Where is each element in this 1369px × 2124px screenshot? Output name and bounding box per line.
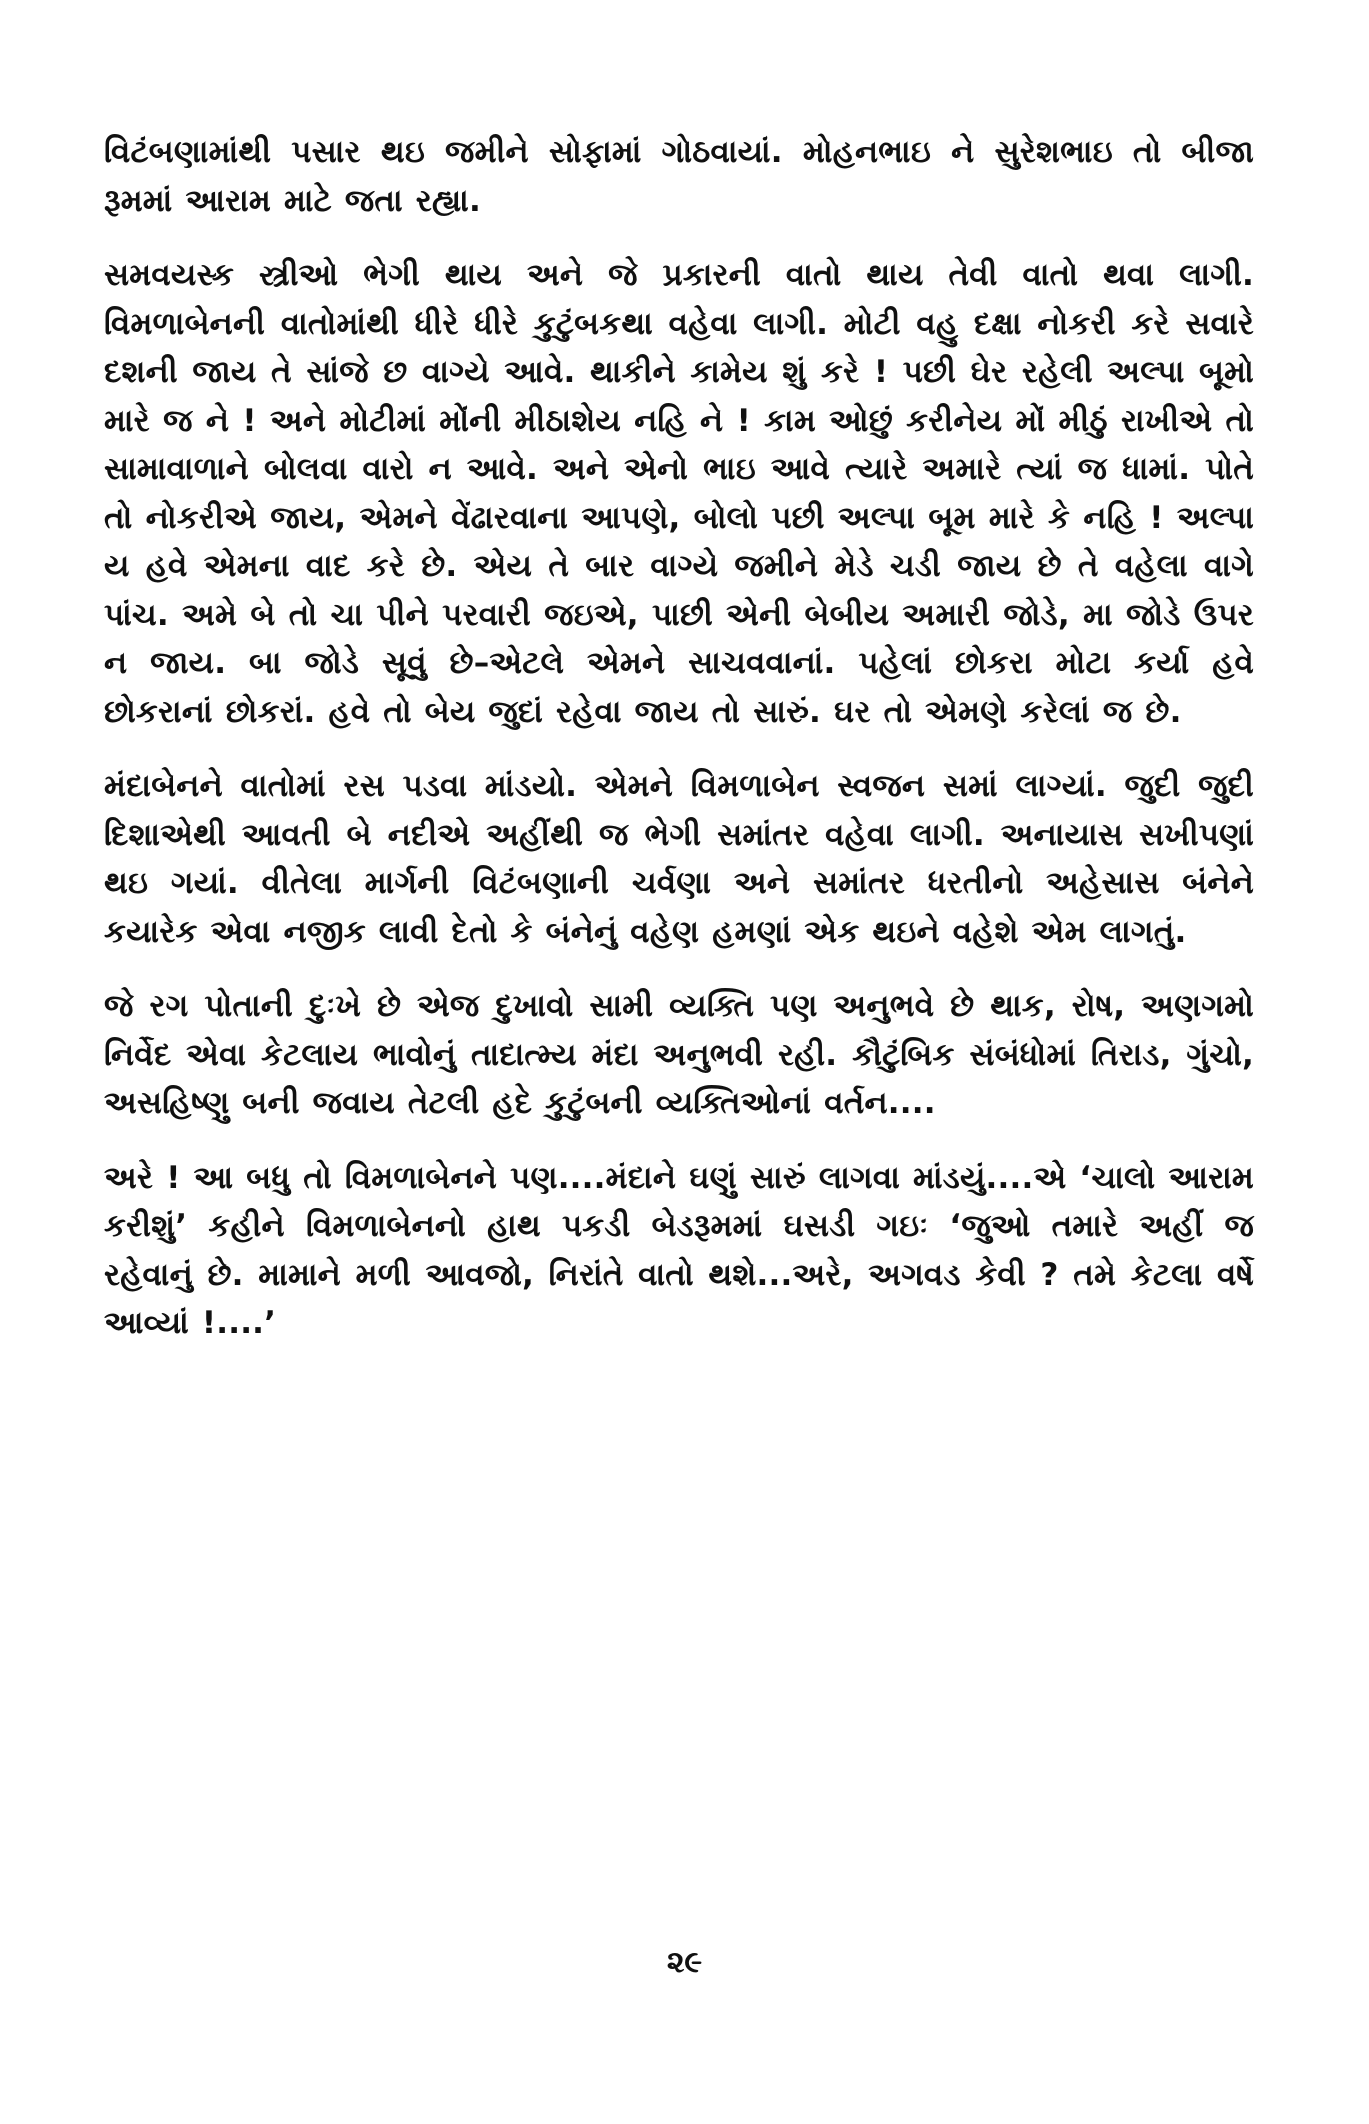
paragraph-3: મંદાબેનને વાતોમાં રસ પડવા માંડયો. એમને વિમળાબેન સ્વજન સમાં લાગ્યાં. જુદી જુદી દિશાએથી આવતી બે નદીએ અહીંથી જ ભેગી સમાંતર વહેવા લાગી. અનાયાસ સખીપણાં થઇ ગયાં. વીતેલા માર્ગની વિટંબણાની ચર્વણા અને સમાંતર ધરતીનો અહેસાસ બંનેને કયારેક એવા નજીક લાવી દેતો કે બંનેનું વહેણ હમણાં એક થઇને વહેશે એમ લાગતું. bbox=[104, 768, 1254, 950]
paragraph-2: સમવયસ્ક સ્ત્રીઓ ભેગી થાય અને જે પ્રકારની વાતો થાય તેવી વાતો થવા લાગી. વિમળાબેનની વાતોમાંથી ધીરે ધીરે કુટુંબકથા વહેવા લાગી. મોટી વહુ દક્ષા નોકરી કરે સવારે દશની જાય તે સાંજે છ વાગ્યે આવે. થાકીને કામેય શું કરે ! પછી ઘેર રહેલી અલ્પા બૂમો મારે જ ને ! અને મોટીમાં મોંની મીઠાશેય નહિ ને ! કામ ઓછું કરીનેય મોં મીઠું રાખીએ તો સામાવાળાને બોલવા વારો ન આવે. અને એનો ભાઇ આવે ત્યારે અમારે ત્યાં જ ધામાં. પોતે તો નોકરીએ જાય, એમને વેંઢારવાના આપણે, બોલો પછી અલ્પા બૂમ મારે કે નહિ ! અલ્પા ય હવે એમના વાદ કરે છે. એય તે બાર વાગ્યે જમીને મેડે ચડી જાય છે તે વહેલા વાગે પાંચ. અમે બે તો ચા પીને પરવારી જઇએ, પાછી એની બેબીય અમારી જોડે, મા જોડે ઉપર ન જાય. બા જોડે સૂવું છે–એટલે એમને સાચવવાનાં. પહેલાં છોકરા મોટા કર્યા હવે છોકરાનાં છોકરાં. હવે તો બેય જુદાં રહેવા જાય તો સારું. ઘર તો એમણે કરેલાં જ છે. bbox=[104, 257, 1254, 730]
body-text bbox=[104, 128, 1254, 1374]
paragraph-1: વિટંબણામાંથી પસાર થઇ જમીને સોફામાં ગોઠવાયાં. મોહનભાઇ ને સુરેશભાઇ તો બીજા રૂમમાં આરામ માટે જતા રહ્યા. bbox=[104, 134, 1254, 219]
page-number: ૨૯ bbox=[666, 1945, 703, 1980]
paragraph-5: અરે ! આ બધુ તો વિમળાબેનને પણ....મંદાને ઘણું સારું લાગવા માંડયું....એ ‘ચાલો આરામ કરીશું’ કહીને વિમળાબેનનો હાથ પકડી બેડરૂમમાં ઘસડી ગઇઃ ‘જુઓ તમારે અહીં જ રહેવાનું છે. મામાને મળી આવજો, નિરાંતે વાતો થશે...અરે, અગવડ કેવી ? તમે કેટલા વર્ષે આવ્યાં !....’ bbox=[104, 1159, 1254, 1341]
paragraph-4: જે રગ પોતાની દુઃખે છે એજ દુખાવો સામી વ્યક્તિ પણ અનુભવે છે થાક, રોષ, અણગમો નિર્વેદ એવા કેટલાય ભાવોનું તાદાત્મ્ય મંદા અનુભવી રહી. કૌટુંબિક સંબંધોમાં તિરાડ, ગુંચો, અસહિષ્ણુ બની જવાય તેટલી હદે કુટુંબની વ્યક્તિઓનાં વર્તન.... bbox=[104, 988, 1254, 1121]
